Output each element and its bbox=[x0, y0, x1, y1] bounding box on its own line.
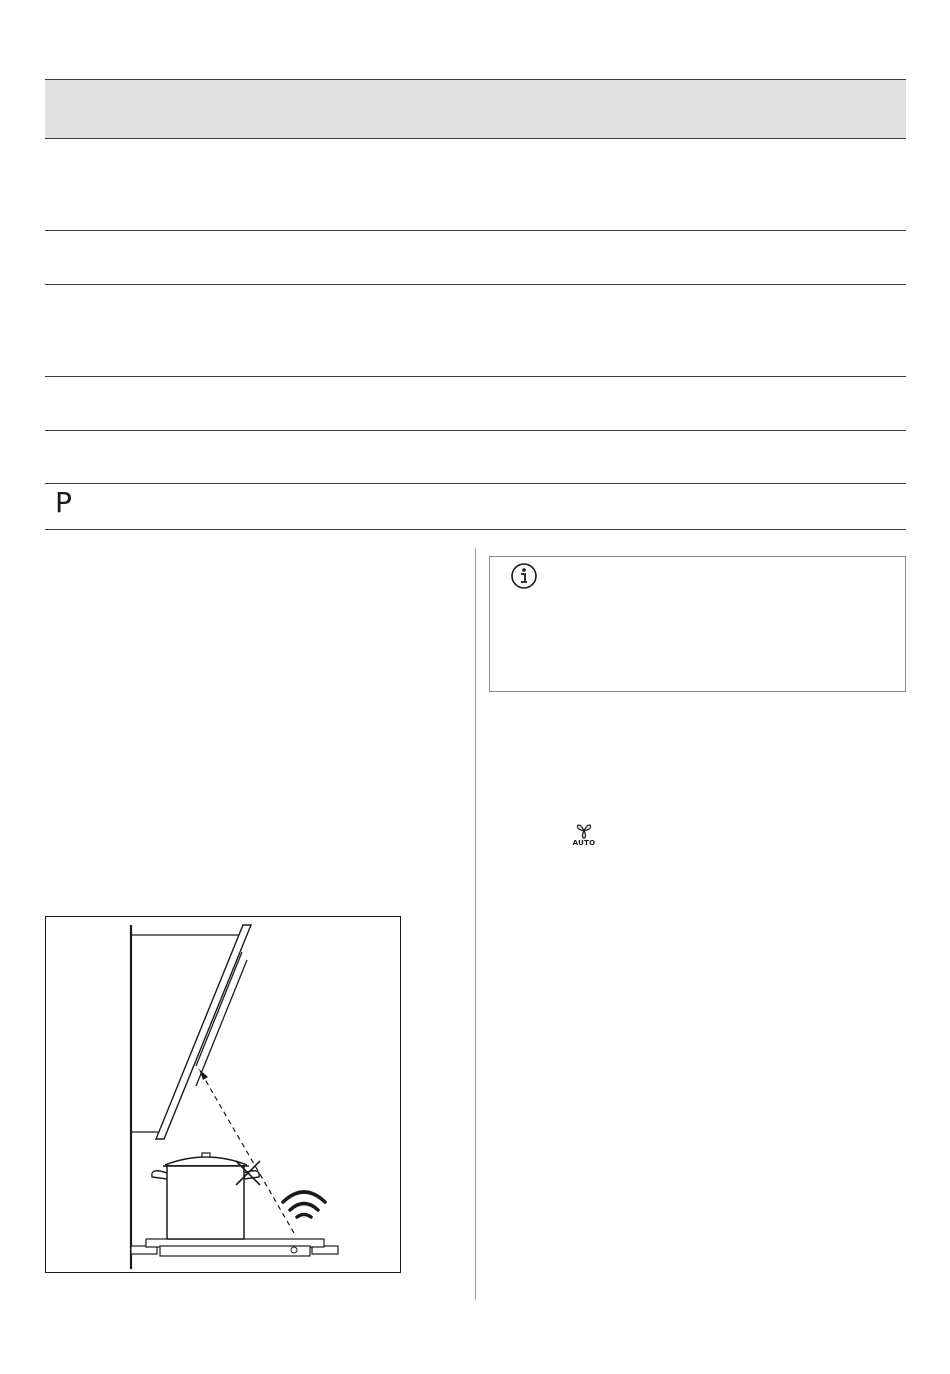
settings-table bbox=[45, 79, 906, 530]
auto-label: AUTO bbox=[572, 839, 596, 847]
illustration-svg bbox=[46, 917, 402, 1274]
wireless-signal-icon bbox=[283, 1192, 325, 1217]
table-symbol-p: P bbox=[55, 486, 72, 519]
hood-icon bbox=[156, 925, 251, 1139]
hood-signal-illustration bbox=[45, 916, 401, 1273]
table-row bbox=[45, 139, 906, 231]
fan-auto-icon bbox=[570, 820, 598, 850]
table-row bbox=[45, 231, 906, 285]
info-note-box bbox=[489, 556, 906, 692]
table-row bbox=[45, 431, 906, 484]
table-header-row bbox=[45, 80, 906, 139]
fan-icon bbox=[570, 820, 598, 840]
column-divider bbox=[475, 548, 476, 1300]
hob-icon bbox=[131, 1239, 338, 1256]
table-row bbox=[45, 484, 906, 530]
table-row bbox=[45, 285, 906, 377]
pot-icon bbox=[152, 1153, 259, 1239]
info-icon bbox=[510, 562, 538, 590]
table-row bbox=[45, 377, 906, 431]
